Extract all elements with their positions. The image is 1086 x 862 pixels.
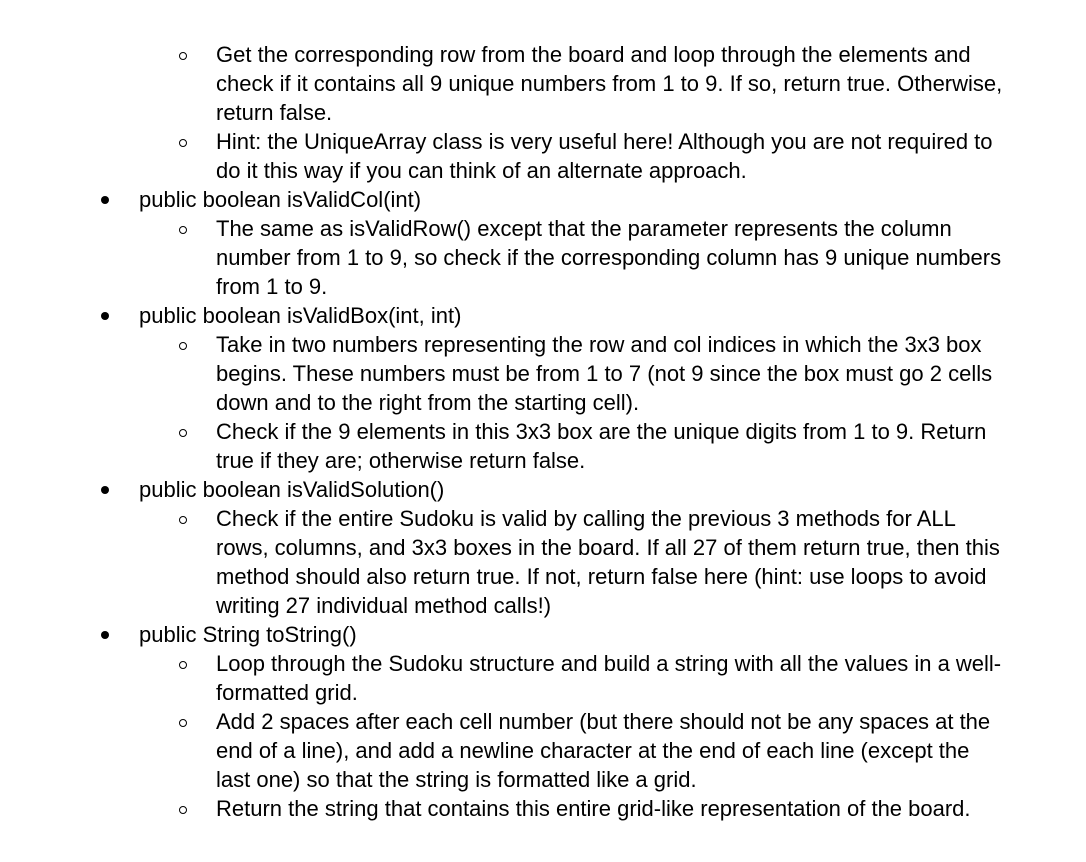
- method-signature: public String toString(): [139, 622, 357, 647]
- description-line: begins. These numbers must be from 1 to 7 (not 9 since the box must go 2 cells: [216, 361, 993, 386]
- bullet-icon: [101, 196, 109, 204]
- description-line: Hint: the UniqueArray class is very useful here! Although you are not required to: [216, 129, 993, 154]
- description-line: number from 1 to 9, so check if the corresponding column has 9 unique numbers: [216, 245, 1002, 270]
- method-signature: public boolean isValidSolution(): [139, 477, 445, 502]
- bullet-icon: [101, 486, 109, 494]
- description-line: from 1 to 9.: [216, 274, 328, 299]
- circle-bullet-icon: [179, 661, 187, 669]
- circle-bullet-icon: [179, 429, 187, 437]
- description-line: return false.: [216, 100, 333, 125]
- description-line: method should also return true. If not, return false here (hint: use loops to avoid: [216, 564, 987, 589]
- description-line: Loop through the Sudoku structure and build a string with all the values in a well-: [216, 651, 1002, 676]
- description-line: writing 27 individual method calls!): [216, 593, 552, 618]
- circle-bullet-icon: [179, 342, 187, 350]
- description-line: do it this way if you can think of an alternate approach.: [216, 158, 747, 183]
- description-line: Return the string that contains this entire grid-like representation of the board.: [216, 796, 971, 821]
- method-signature: public boolean isValidBox(int, int): [139, 303, 462, 328]
- bullet-icon: [101, 631, 109, 639]
- description-line: down and to the right from the starting cell).: [216, 390, 640, 415]
- description-line: true if they are; otherwise return false.: [216, 448, 586, 473]
- description-line: Get the corresponding row from the board and loop through the elements and: [216, 42, 971, 67]
- description-line: Add 2 spaces after each cell number (but there should not be any spaces at the: [216, 709, 991, 734]
- description-line: last one) so that the string is formatted like a grid.: [216, 767, 697, 792]
- circle-bullet-icon: [179, 139, 187, 147]
- method-signature: public boolean isValidCol(int): [139, 187, 422, 212]
- circle-bullet-icon: [179, 806, 187, 814]
- description-line: Check if the 9 elements in this 3x3 box are the unique digits from 1 to 9. Return: [216, 419, 987, 444]
- circle-bullet-icon: [179, 516, 187, 524]
- description-line: check if it contains all 9 unique numbers from 1 to 9. If so, return true. Otherwise,: [216, 71, 1003, 96]
- description-line: Take in two numbers representing the row and col indices in which the 3x3 box: [216, 332, 982, 357]
- description-line: rows, columns, and 3x3 boxes in the board. If all 27 of them return true, then this: [216, 535, 1000, 560]
- description-line: The same as isValidRow() except that the parameter represents the column: [216, 216, 952, 241]
- circle-bullet-icon: [179, 52, 187, 60]
- description-line: end of a line), and add a newline character at the end of each line (except the: [216, 738, 970, 763]
- circle-bullet-icon: [179, 719, 187, 727]
- description-line: formatted grid.: [216, 680, 358, 705]
- bullet-icon: [101, 312, 109, 320]
- circle-bullet-icon: [179, 226, 187, 234]
- description-line: Check if the entire Sudoku is valid by calling the previous 3 methods for ALL: [216, 506, 956, 531]
